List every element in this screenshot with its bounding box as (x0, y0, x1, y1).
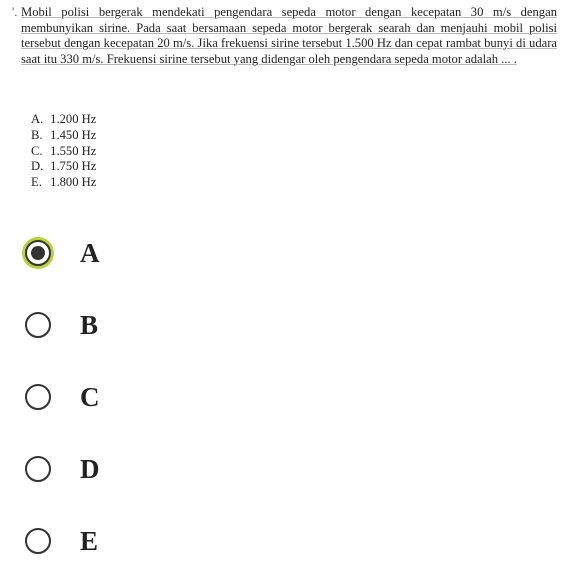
choice-letter: A. (31, 112, 44, 126)
choice-text: 1.800 Hz (50, 175, 97, 190)
choice-a (31, 112, 96, 128)
choice-letter: D. (31, 159, 44, 174)
choice-letter: C. (31, 143, 43, 158)
answer-option-label: C (80, 382, 100, 412)
answer-option-label: B (80, 310, 99, 340)
radio-empty-icon[interactable] (25, 312, 51, 338)
radio-empty-icon[interactable] (25, 456, 51, 482)
answer-option-d[interactable] (25, 444, 325, 516)
choice-b (31, 128, 96, 144)
answer-option-e[interactable] (25, 516, 325, 588)
choice-text: 1.750 Hz (50, 159, 97, 174)
radio-selected-icon[interactable] (25, 240, 51, 266)
choice-text: 1.200 Hz (50, 112, 97, 126)
answer-option-label: A (80, 238, 100, 268)
question-marker: '. (12, 5, 18, 19)
choices-list (31, 112, 96, 191)
choice-text: 1.450 Hz (50, 127, 97, 142)
answer-options (25, 228, 325, 588)
choice-letter: E. (31, 175, 42, 190)
question-text: Mobil polisi bergerak mendekati pengendara sepeda motor dengan kecepatan 30 m/s dengan membunyikan sirine. Pada saat bersamaan sepeda motor bergerak searah dan menjauhi mobil polisi tersebut dengan kecepatan 20 m/s. Jika frekuensi sirine tersebut 1.500 Hz dan cepat rambat bunyi di udara saat itu 330 m/s. Frekuensi sirine tersebut yang didengar oleh pengendara sepeda motor adalah ... . (21, 5, 557, 66)
answer-option-a[interactable] (25, 228, 325, 300)
choice-letter: B. (31, 127, 43, 142)
answer-option-b[interactable] (25, 300, 325, 372)
answer-option-label: E (80, 526, 99, 556)
choice-e (31, 175, 96, 191)
choice-c (31, 144, 96, 160)
answer-option-c[interactable] (25, 372, 325, 444)
question-block (12, 5, 557, 67)
answer-option-label: D (80, 454, 100, 484)
radio-empty-icon[interactable] (25, 528, 51, 554)
choice-d (31, 159, 96, 175)
choice-text: 1.550 Hz (50, 143, 97, 158)
radio-empty-icon[interactable] (25, 384, 51, 410)
